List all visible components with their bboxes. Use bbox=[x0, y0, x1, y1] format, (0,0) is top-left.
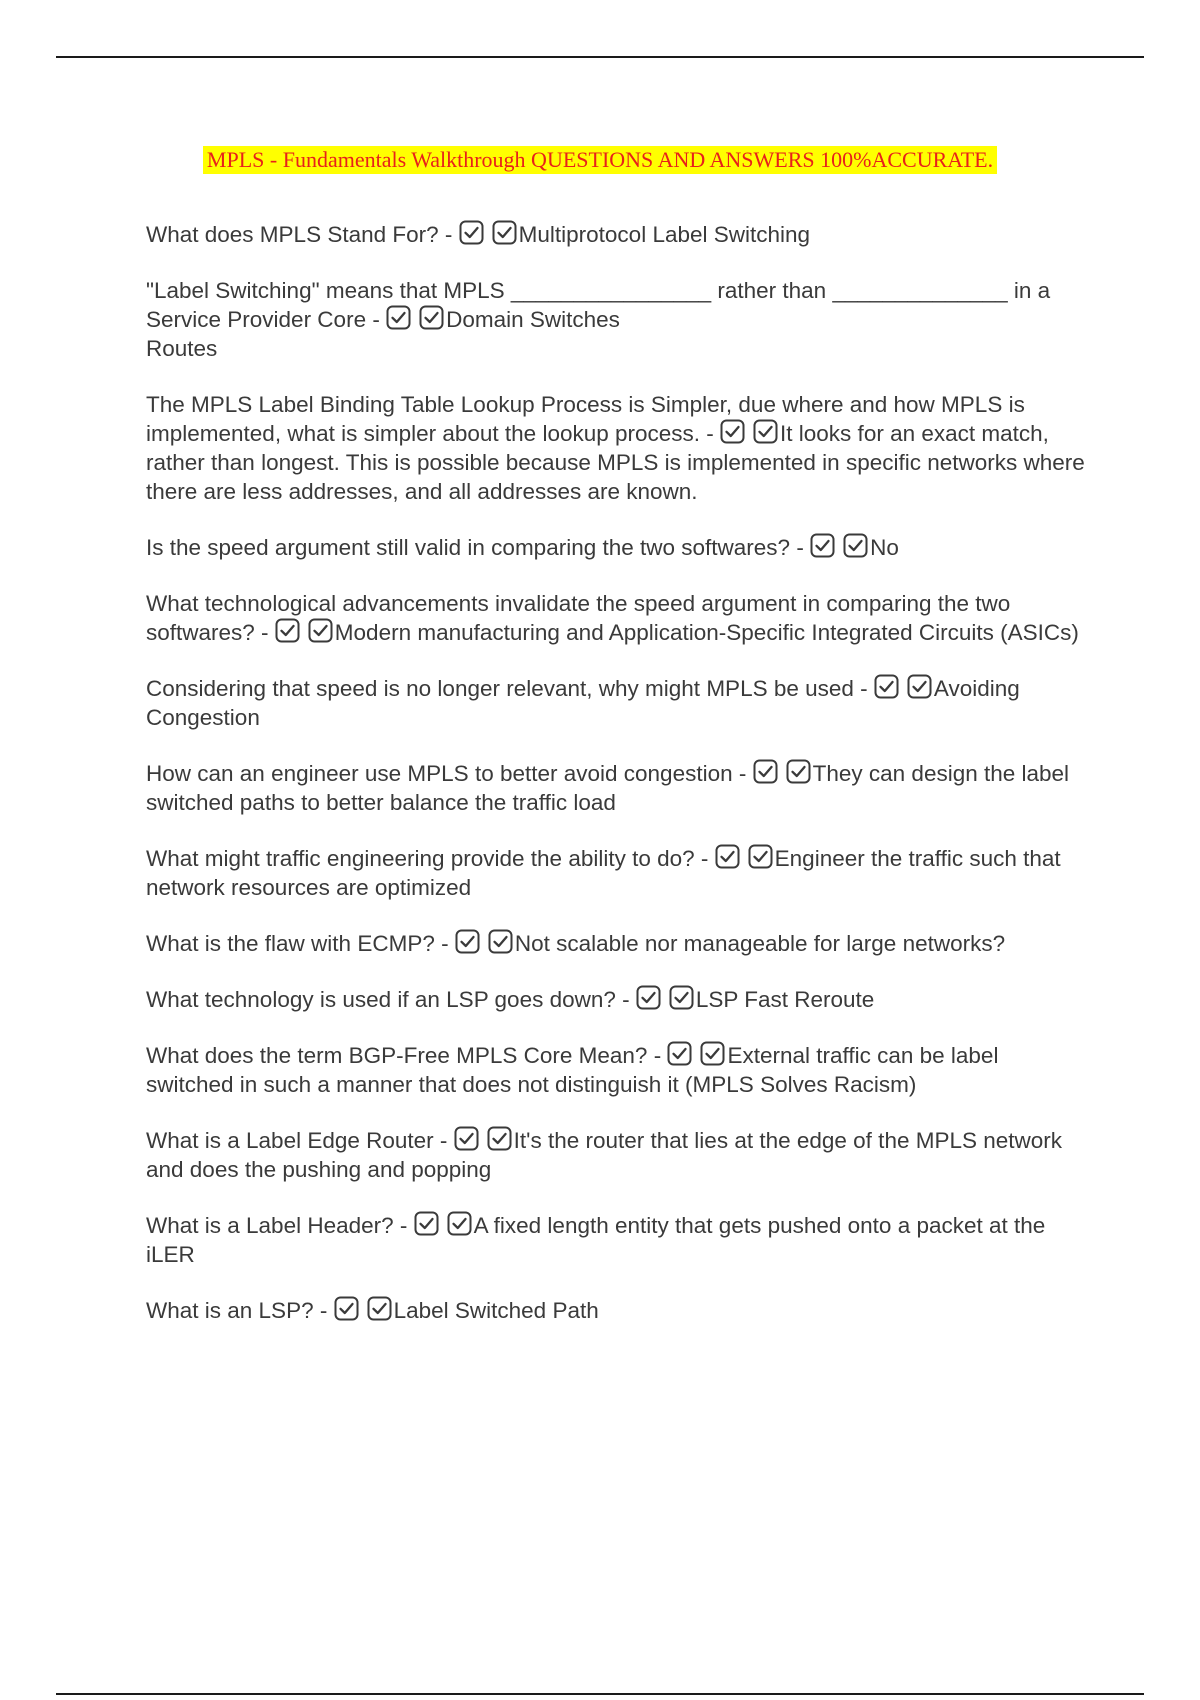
qa-list bbox=[146, 220, 1090, 1352]
question-text: What is an LSP? - bbox=[146, 1298, 334, 1323]
qa-item bbox=[146, 533, 1090, 562]
title-container bbox=[0, 146, 1200, 174]
checkbox-checked-icon bbox=[907, 674, 932, 699]
qa-item bbox=[146, 1296, 1090, 1325]
answer-marker bbox=[414, 1211, 472, 1236]
qa-item bbox=[146, 220, 1090, 249]
checkbox-checked-icon bbox=[843, 533, 868, 558]
question-text: What does the term BGP-Free MPLS Core Mean? - bbox=[146, 1043, 668, 1068]
answer-text: Domain Switches bbox=[446, 307, 620, 332]
qa-item bbox=[146, 844, 1090, 902]
answer-marker bbox=[275, 618, 333, 643]
question-text: How can an engineer use MPLS to better avoid congestion - bbox=[146, 761, 753, 786]
answer-marker bbox=[667, 1041, 725, 1066]
checkbox-checked-icon bbox=[454, 1126, 479, 1151]
checkbox-checked-icon bbox=[786, 759, 811, 784]
question-text: What technology is used if an LSP goes down? - bbox=[146, 987, 636, 1012]
answer-text: It looks for an exact match, rather than longest. This is possible because MPLS is implemented in specific networks where there are less addresses, and all addresses are known. bbox=[146, 421, 1085, 504]
qa-item bbox=[146, 1211, 1090, 1269]
answer-marker bbox=[753, 759, 811, 784]
qa-item bbox=[146, 985, 1090, 1014]
checkbox-checked-icon bbox=[720, 419, 745, 444]
question-text: "Label Switching" means that MPLS ________________ rather than ______________ in a Service Provider Core - bbox=[146, 278, 1051, 332]
checkbox-checked-icon bbox=[308, 618, 333, 643]
checkbox-checked-icon bbox=[414, 1211, 439, 1236]
top-rule bbox=[56, 56, 1144, 58]
checkbox-checked-icon bbox=[275, 618, 300, 643]
checkbox-checked-icon bbox=[700, 1041, 725, 1066]
checkbox-checked-icon bbox=[667, 1041, 692, 1066]
answer-text: Label Switched Path bbox=[393, 1298, 599, 1323]
answer-text: It's the router that lies at the edge of the MPLS network and does the pushing and popping bbox=[146, 1128, 1063, 1182]
question-text: What does MPLS Stand For? - bbox=[146, 222, 459, 247]
checkbox-checked-icon bbox=[874, 674, 899, 699]
question-text: What is a Label Edge Router - bbox=[146, 1128, 454, 1153]
answer-marker bbox=[715, 844, 773, 869]
qa-item bbox=[146, 276, 1090, 363]
answer-text: Engineer the traffic such that network resources are optimized bbox=[146, 846, 1061, 900]
document-title: MPLS - Fundamentals Walkthrough QUESTIONS AND ANSWERS 100%ACCURATE. bbox=[203, 146, 997, 174]
answer-text: A fixed length entity that gets pushed onto a packet at the iLER bbox=[146, 1213, 1046, 1267]
answer-text: They can design the label switched paths to better balance the traffic load bbox=[146, 761, 1070, 815]
answer-marker bbox=[459, 220, 517, 245]
checkbox-checked-icon bbox=[487, 1126, 512, 1151]
checkbox-checked-icon bbox=[669, 985, 694, 1010]
checkbox-checked-icon bbox=[447, 1211, 472, 1236]
qa-item bbox=[146, 390, 1090, 506]
checkbox-checked-icon bbox=[748, 844, 773, 869]
checkbox-checked-icon bbox=[492, 220, 517, 245]
answer-marker bbox=[636, 985, 694, 1010]
checkbox-checked-icon bbox=[455, 929, 480, 954]
question-text: The MPLS Label Binding Table Lookup Process is Simpler, due where and how MPLS is implemented, what is simpler about the lookup process. - bbox=[146, 392, 1025, 446]
question-text: What technological advancements invalidate the speed argument in comparing the two softwares? - bbox=[146, 591, 1011, 645]
answer-text: External traffic can be label switched in such a manner that does not distinguish it (MPLS Solves Racism) bbox=[146, 1043, 999, 1097]
answer-text: Avoiding Congestion bbox=[146, 676, 1020, 730]
answer-marker bbox=[386, 305, 444, 330]
checkbox-checked-icon bbox=[810, 533, 835, 558]
checkbox-checked-icon bbox=[753, 759, 778, 784]
answer-marker bbox=[455, 929, 513, 954]
qa-item bbox=[146, 929, 1090, 958]
question-text: What is a Label Header? - bbox=[146, 1213, 414, 1238]
answer-text: No bbox=[870, 535, 899, 560]
qa-item bbox=[146, 1041, 1090, 1099]
question-text: What might traffic engineering provide the ability to do? - bbox=[146, 846, 715, 871]
checkbox-checked-icon bbox=[753, 419, 778, 444]
checkbox-checked-icon bbox=[334, 1296, 359, 1321]
question-text: What is the flaw with ECMP? - bbox=[146, 931, 455, 956]
answer-text: Not scalable nor manageable for large networks? bbox=[514, 931, 1006, 956]
answer-marker bbox=[334, 1296, 392, 1321]
checkbox-checked-icon bbox=[459, 220, 484, 245]
qa-item bbox=[146, 674, 1090, 732]
answer-text: Multiprotocol Label Switching bbox=[518, 222, 811, 247]
bottom-rule bbox=[56, 1693, 1144, 1695]
qa-item bbox=[146, 759, 1090, 817]
checkbox-checked-icon bbox=[636, 985, 661, 1010]
checkbox-checked-icon bbox=[419, 305, 444, 330]
answer-continuation: Routes bbox=[146, 336, 218, 361]
checkbox-checked-icon bbox=[367, 1296, 392, 1321]
checkbox-checked-icon bbox=[715, 844, 740, 869]
qa-item bbox=[146, 1126, 1090, 1184]
answer-marker bbox=[874, 674, 932, 699]
checkbox-checked-icon bbox=[488, 929, 513, 954]
question-text: Is the speed argument still valid in comparing the two softwares? - bbox=[146, 535, 811, 560]
checkbox-checked-icon bbox=[386, 305, 411, 330]
answer-marker bbox=[810, 533, 868, 558]
qa-item bbox=[146, 589, 1090, 647]
answer-text: LSP Fast Reroute bbox=[695, 987, 875, 1012]
question-text: Considering that speed is no longer relevant, why might MPLS be used - bbox=[146, 676, 874, 701]
answer-marker bbox=[720, 419, 778, 444]
answer-marker bbox=[454, 1126, 512, 1151]
answer-text: Modern manufacturing and Application-Specific Integrated Circuits (ASICs) bbox=[334, 620, 1079, 645]
